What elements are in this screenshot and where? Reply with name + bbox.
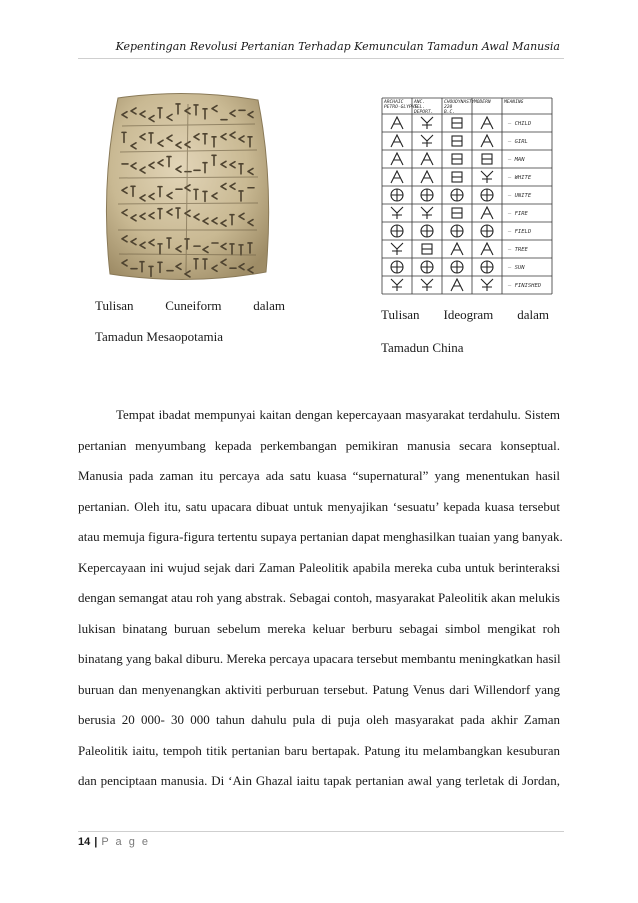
meaning-label: — FIELD [508,229,532,235]
meaning-label: — WHITE [508,175,532,181]
caption-word: dalam [253,298,285,313]
table-header: ANC. TEL. DEPORT. [414,100,434,115]
ideogram-table-grid [378,96,556,296]
meaning-label: — FINISHED [508,283,542,289]
caption-ideogram-line2: Tamadun China [381,340,464,355]
ideogram-glyph [421,279,433,291]
table-header: ARCHAIC PETRO-GLYPHS [384,100,418,110]
paragraph-line: buruan dan menyenangkan aktiviti perburuan tersebut. Patung Venus dari Willendorf yang [78,681,560,697]
ideogram-glyph [451,279,463,291]
cuneiform-tablet-image [100,90,275,282]
paragraph-line: berusia 20 000- 30 000 tahun dahulu pula di puja oleh masyarakat pada akhir Zaman [78,712,560,727]
ideogram-glyph [481,207,493,219]
paragraph-line: Manusia pada zaman itu percaya ada satu kuasa “supernatural” yang menentukan hasil [78,468,560,483]
table-header: MODERN [474,100,491,105]
ideogram-glyph [481,171,493,183]
ideogram-glyph [391,117,403,129]
ideogram-glyph [481,135,493,147]
paragraph-line: dengan semangat atau roh yang abstrak. Sebagai contoh, masyarakat Paleolitik akan melukis [78,590,560,605]
caption-cuneiform-line1 [95,298,285,314]
paragraph-line: Tempat ibadat mempunyai kaitan dengan kepercayaan masyarakat terdahulu. Sistem [116,407,560,422]
running-header: Kepentingan Revolusi Pertanian Terhadap Kemunculan Tamadun Awal Manusia [115,40,560,53]
ideogram-glyph [421,117,433,129]
ideogram-glyph [391,207,403,219]
ideogram-glyph [391,279,403,291]
caption-word: Tulisan [381,307,420,322]
meaning-label: — TREE [508,247,528,253]
ideogram-glyph [481,279,493,291]
ideogram-glyph [421,135,433,147]
body-paragraph [78,400,563,797]
paragraph-line: lukisan binatang buruan sebelum mereka keluar berburu sebagai simbol mengikat roh [78,620,560,636]
caption-cuneiform-line2: Tamadun Mesaopotamia [95,329,223,344]
paragraph-line: pertanian menyumbang kepada perkembangan pemikiran manusia secara konseptual. [78,437,560,453]
caption-word: dalam [517,307,549,322]
ideogram-glyph [391,153,403,165]
meaning-label: — MAN [508,157,525,163]
header-rule [78,58,564,59]
ideogram-glyph [421,171,433,183]
page-label: P a g e [101,836,150,848]
caption-word: Cuneiform [165,298,222,313]
ideogram-glyph [421,207,433,219]
paragraph-line: Paleolitik iaitu, tempoh titik pertanian baru bertapak. Patung itu melambangkan kesuburan [78,742,560,758]
paragraph-line: atau memuja figura-figura tertentu supaya pertanian dapat menghasilkan tuaian yang banyak. [78,529,563,544]
caption-word: Tulisan [95,298,134,313]
paragraph-line: pertanian. Oleh itu, satu upacara dibuat untuk menyajikan ‘sesuatu’ kepada kuasa tersebut [78,498,560,514]
meaning-label: — FIRE [508,211,528,217]
ideogram-glyph [481,117,493,129]
ideogram-glyph [481,243,493,255]
meaning-label: — SUN [508,265,525,271]
meaning-label: — GIRL [508,139,528,145]
page-footer [78,836,150,848]
meaning-label: — CHILD [508,121,532,127]
caption-word: Ideogram [443,307,494,322]
paragraph-line: dan penciptaan manusia. Di ‘Ain Ghazal iaitu tapak pertanian awal yang terletak di Jordan, [78,773,560,788]
footer-separator: | [94,836,98,848]
caption-ideogram-line1 [381,307,549,323]
paragraph-line: binatang yang bakal diburu. Mereka percaya upacara tersebut membantu meningkatkan hasil [78,651,561,666]
ideogram-glyph [451,243,463,255]
footer-rule [78,831,564,832]
page-number: 14 [78,836,91,848]
table-header: MEANING [504,100,524,105]
ideogram-glyph [391,135,403,147]
chinese-ideogram-table-image [378,96,556,296]
ideogram-glyph [421,153,433,165]
ideogram-glyph [391,243,403,255]
table-header: CHOUDYNASTY 220 B.C. [444,100,475,115]
paragraph-line: Kepercayaan ini wujud sejak dari Zaman Paleolitik apabila mereka cuba untuk berinteraksi [78,559,560,575]
meaning-label: — UNITE [508,193,532,199]
ideogram-glyph [391,171,403,183]
